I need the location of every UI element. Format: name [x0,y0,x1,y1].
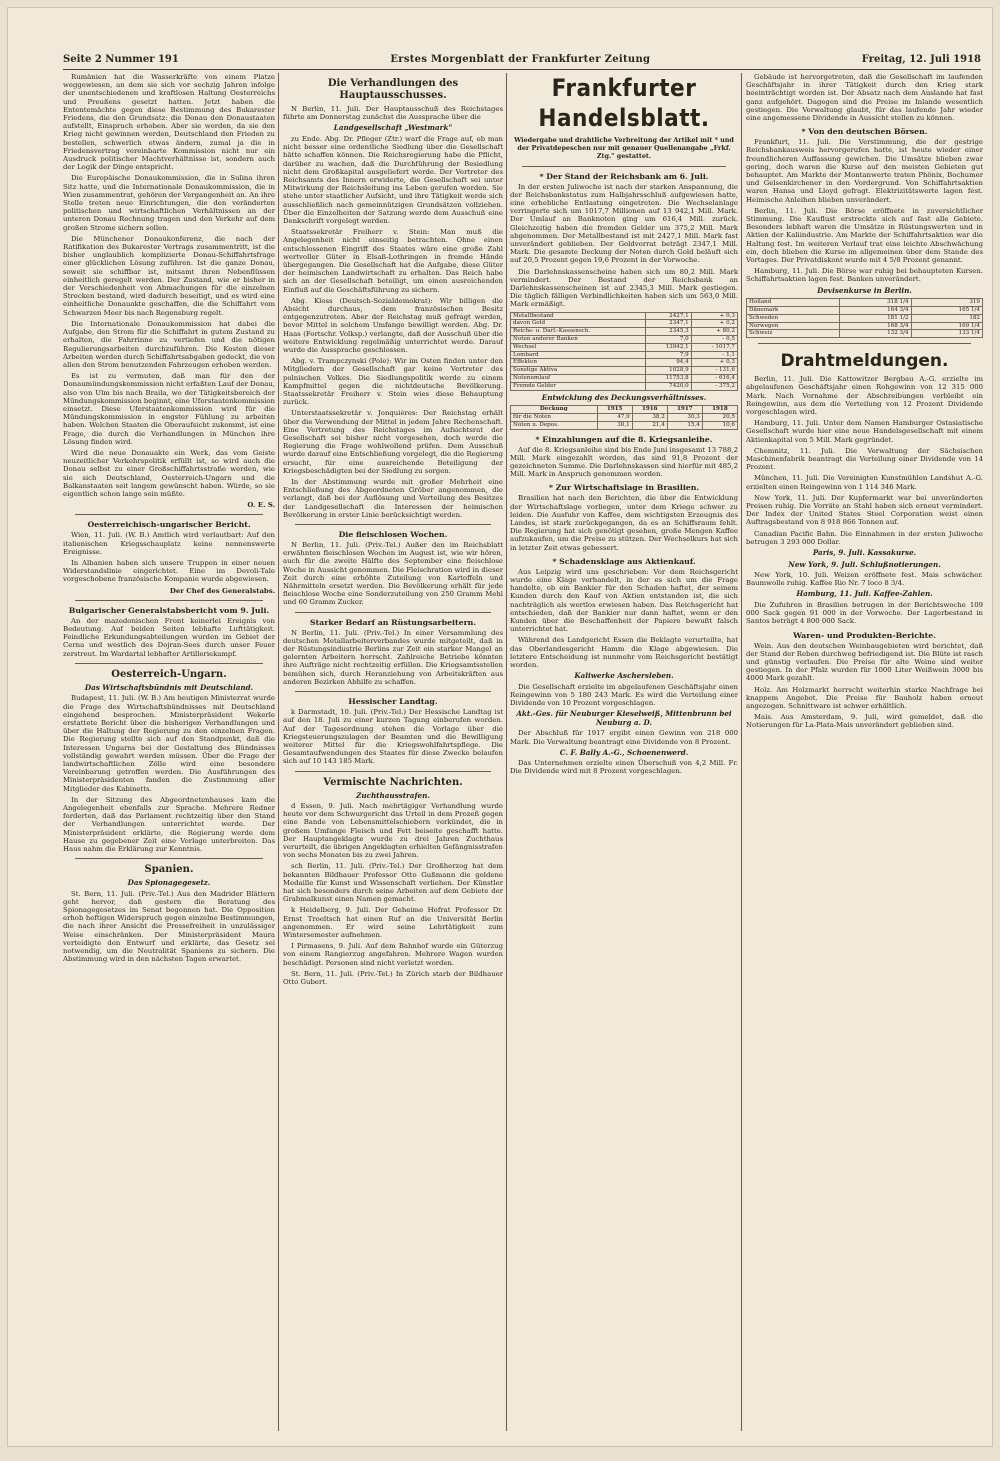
column-divider [741,73,742,1431]
table-cell: 132 3/4 [840,330,911,338]
table-cell: Noten anderer Banken [511,336,646,344]
article-paragraph: New York, 10. Juli. Weizen eröffnete fest. Mais schwächer. Baumwolle ruhig. Kaffee Rio Nr. 7 loco 8 3/4. [746,571,983,588]
article-paragraph: Wird die neue Donauakte ein Werk, das vom Geiste neuzeitlicher Verkehrspolitik erfüllt ist, so wird auch die Donau selbst zu einer Großschiffahrtsstraße werden, wie sie sich Deutschland, Oesterreich-Ungarn und die Balkanstaaten seit langem gewünscht haben. Würde, so sie eigentlich schon lange sein müßte. [63,448,275,498]
newspaper-page [7,7,993,1447]
article-paragraph: Staatssekretär Freiherr v. Stein: Man muß die Angelegenheit nicht einseitig betrachten. Ohne einen entschlossenen Eingriff des Staates wäre eine große Zahl wertvoller Güter in Elsaß-Lothringen in fremde Hände übergegangen. Die Gesellschaft hat die Aufgabe, diese Güter der heimischen Landwirtschaft zu erhalten. Das Reich habe sich an der Gesellschaft beteiligt, um einen ausreichenden Einfluß auf die Geschäftsführung zu sichern. [283,228,503,294]
article-signature: O. E. S. [247,501,275,510]
section-rule [75,514,263,515]
masthead-date: Freitag, 12. Juli 1918 [861,53,981,65]
article-paragraph: New York, 11. Juli. Der Kupfermarkt war bei unveränderten Preisen ruhig. Die Vorräte an Stahl haben sich erneut vermindert. Der Index der United States Steel Corporation weist einen Auftragsbestand von 8 918 866 Tonnen auf. [746,493,983,527]
article-paragraph: St. Bern, 11. Juli. (Priv.-Tel.) In Zürich starb der Bildhauer Otto Gubert. [283,969,503,987]
article-paragraph: Frankfurt, 11. Juli. Die Verstimmung, die der gestrige Reichsbankausweis hervorgerufen hatte, ist heute wieder einer freundlicheren Auffassung gewichen. Die Umsätze blieben zwar gering, doch waren die Kurse auf den meisten Gebieten gut behauptet. Am Markte der Montanwerte traten Phönix, Bochumer und Gelsenkirchener in den Vordergrund. Von Schiffahrtsaktien waren Hansa und Lloyd gefragt. Elektrizitätswerte lagen fest. Heimische Anleihen blieben unverändert. [746,138,983,204]
table-cell: Schweden [747,314,840,322]
article-paragraph: I Pirmasens, 9. Juli. Auf dem Bahnhof wurde ein Güterzug von einem Rangierzug angefahren. Mehrere Wagen wurden beschädigt. Personen sind nicht verletzt worden. [283,942,503,967]
headline-reichsbank: * Der Stand der Reichsbank am 6. Juli. [539,171,709,181]
article-paragraph: Wien, 11. Juli. (W. B.) Amtlich wird verlautbart: Auf den italienischen Kriegsschauplatz keine nennenswerte Ereignisse. [63,531,275,556]
table-cell: 20,5 [702,413,737,421]
subheading-economic-alliance: Das Wirtschaftsbündnis mit Deutschland. [84,682,254,692]
headline-kaliwerke: Kaliwerke Aschersleben. [574,671,674,681]
headline-damages-claim: * Schadensklage aus Aktienkauf. [552,556,696,566]
report-signature: Der Chef des Generalstabs. [169,586,275,595]
foreign-exchange-table [746,298,983,338]
subheading-westmark: Landgesellschaft „Westmark" [333,123,453,133]
table-cell: + 80,2 [691,328,737,336]
article-paragraph: Canadian Pacific Bahn. Die Einnahmen in der ersten Juliwoche betrugen 3 293 000 Dollar. [746,529,983,546]
article-paragraph: Während des Landgericht Essen die Beklagte verurteilte, hat das Oberlandesgericht Hamm die Klage abgewiesen. Die letztere Entscheidung ist nunmehr vom Reichsgericht bestätigt worden. [510,636,738,669]
article-paragraph: sch Berlin, 11. Juli. (Priv.-Tel.) Der Großherzog hat dem bekannten Bildhauer Professor Otto Gußmann die goldene Medaille für Kunst und Wissenschaft verliehen. Der Künstler hat sich besonders durch seine Arbeiten auf dem Gebiete der Grabmalkunst einen Namen gemacht. [283,862,503,904]
section-title-telegrams: Drahtmeldungen. [780,351,949,372]
subheading-prison-sentences: Zuchthausstrafen. [356,790,430,800]
article-paragraph: Abg. Kloss (Deutsch-Sozialdemokrat): Wir billigen die Absicht durchaus, dem französischen Besitz entgegenzutreten. Aber der Reichstag muß gefragt werden, bevor Mittel in solchem Umfange bewilligt werden. Abg. Dr. Haas (Fortschr. Volksp.) verlangte, daß der Ausschuß über die weitere Entwicklung regelmäßig unterrichtet werde. Darauf wurde die Aussprache geschlossen. [283,296,503,354]
table-title-coverage: Entwicklung des Deckungsverhältnisses. [541,392,707,402]
table-cell: - 1017,7 [691,343,737,351]
table-cell: 7,0 [645,336,691,344]
table-cell: 182 [911,314,982,322]
column-4 [746,73,983,1433]
table-cell: 168 3/4 [840,322,911,330]
article-paragraph: Die Zufuhren in Brasilien betrugen in der Berichtswoche 109 000 Sack gegen 91 000 in der Vorwoche. Der Lagerbestand in Santos beträgt 4 800 000 Sack. [746,600,983,626]
table-cell: 319 [911,299,982,307]
article-paragraph: Wein. Aus den deutschen Weinbaugebieten wird berichtet, daß der Stand der Reben durchweg befriedigend ist. Die Blüte ist rasch und günstig verlaufen. Die Preise für alte Weine sind weiter gestiegen. In der Pfalz wurden für 1000 Liter Weißwein 3000 bis 4000 Mark gezahlt. [746,641,983,683]
table-row [747,306,983,314]
section-rule [295,524,491,525]
table-cell: 7,9 [645,351,691,359]
table-cell: 133 1/4 [911,330,982,338]
table-row [511,328,738,336]
table-cell: 10,6 [702,421,737,429]
table-row [511,413,738,421]
table-title-foreign-exchange: Devisenkurse in Berlin. [817,285,912,295]
table-cell: davon Gold [511,320,646,328]
article-paragraph: St. Bern, 11. Juli. (Priv.-Tel.) Aus den Madrider Blättern geht hervor, daß gestern die Beratung des Spionagegesetzes im Senat begonnen hat. Die Opposition erhob heftigen Widerspruch gegen einzelne Bestimmungen, die nach ihrer Ansicht die Pressefreiheit in unzulässiger Weise einschränken. Der Ministerpräsident Maura verteidigte den Entwurf und erklärte, das Gesetz sei notwendig, um die Neutralität Spaniens zu sichern. Die Abstimmung wird in den nächsten Tagen erwartet. [63,889,275,964]
headline-commodity-reports: Waren- und Produkten-Berichte. [793,630,936,640]
table-cell: 164 3/4 [840,306,911,314]
section-rule [295,691,491,692]
table-row [511,367,738,375]
article-paragraph: Die Darlehnskassenscheine haben sich um 80,2 Mill. Mark vermindert. Der Bestand der Reichsbank an Darlehnskassenscheinen ist auf 2345,3 Mill. Mark gestiegen. Die täglich fälligen Verbindlichkeiten haben sich um 563,0 Mill. Mark ermäßigt. [510,267,738,309]
table-cell: - 0,5 [691,336,737,344]
article-paragraph: zu Ende. Abg. Dr. Pfleger (Ztr.) warf die Frage auf, ob man nicht besser eine ordentliche Siedlung über die Gesellschaft hätte schaffen können. Die Reichsregierung habe die Pflicht, darüber zu wachen, daß die Durchführung der Besiedlung nicht dem Großkapital ausgeliefert werde. Der Vertreter des Reichsamts des Innern erwiderte, die Gesellschaft sei unter Mitwirkung der Reichsleitung ins Leben gerufen worden. Sie stehe unter staatlicher Aufsicht, und ihre Tätigkeit werde sich ausschließlich nach gemeinnützigen Grundsätzen vollziehen. Über die Einzelheiten der Satzung werde dem Ausschuß eine Denkschrift vorgelegt werden. [283,134,503,225]
section-rule [295,612,491,613]
article-paragraph: Hamburg, 11. Juli. Die Börse war ruhig bei behaupteten Kursen. Schiffahrtsaktien lagen fest. Banken unverändert. [746,267,983,284]
section-rule [75,663,263,664]
column-1 [63,73,275,1433]
article-paragraph: d Essen, 9. Juli. Nach mehrtägiger Verhandlung wurde heute vor dem Schwurgericht das Urteil in dem Prozeß gegen eine Bande von Lebensmittelschiebern verkündet, die in großem Umfange Fleisch und Fett beiseite geschafft hatte. Der Hauptangeklagte wurde zu drei Jahren Zuchthaus verurteilt, die übrigen Angeklagten erhielten Gefängnisstrafen von sechs Monaten bis zu zwei Jahren. [283,802,503,860]
table-cell: 94,4 [645,359,691,367]
column-3 [510,73,738,1433]
article-paragraph: Die Internationale Donaukommission hat dabei die Aufgabe, den Strom für die Schiffahrt in gutem Zustand zu erhalten, die Fahrrinne zu vertiefen und die nötigen Regulierungsarbeiten durchzuführen. Die Kosten dieser Arbeiten werden durch Schiffahrtsabgaben gedeckt, die von allen den Strom benutzenden Fahrzeugen erhoben werden. [63,319,275,369]
table-cell: 169 1/4 [911,322,982,330]
masthead-page-number: Seite 2 Nummer 191 [63,53,179,65]
article-paragraph: An der mazedonischen Front keinerlei Ereignis von Bedeutung. Auf beiden Seiten lebhafte Lufttätigkeit. Feindliche Erkundungsabteilungen wurden im Gebiet der Cerna und westlich des Dojran-Sees durch unser Feuer zerstreut. Im Wardartal lebhafter Artilleriekampf. [63,616,275,658]
table-cell: 7420,0 [645,382,691,390]
table-title-new-york: New York, 9. Juli. Schlußnotierungen. [788,559,941,569]
table-cell: Effekten [511,359,646,367]
subheading-espionage-law: Das Spionagegesetz. [127,878,211,888]
table-header-cell: 1918 [702,406,737,414]
table-header-cell: Deckung [511,406,598,414]
coverage-ratio-table [510,405,738,429]
article-paragraph: Gebäude ist hervorgetreten, daß die Gesellschaft im laufenden Geschäftsjahr in ihrer Tätigkeit durch den Krieg stark beeinträchtigt worden ist. Der Absatz nach dem Auslande hat fast ganz aufgehört. Dagegen sind die Preise im Inlande wesentlich gestiegen. Die Verwaltung glaubt, für das laufende Jahr wieder eine angemessene Dividende in Aussicht stellen zu können. [746,73,983,123]
table-header-cell: 1916 [632,406,667,414]
table-row [511,359,738,367]
table-cell: 11753,8 [645,375,691,383]
article-paragraph: In der Sitzung des Abgeordnetenhauses kam die Angelegenheit ebenfalls zur Sprache. Mehrere Redner forderten, daß das Parlament rechtzeitig über den Stand der Verhandlungen unterrichtet werde. Der Ministerpräsident erklärte, die Regierung werde dem Hause zu gegebener Zeit eine Vorlage unterbreiten. Das Haus nahm die Erklärung zur Kenntnis. [63,795,275,853]
article-paragraph: Holz. Am Holzmarkt herrscht weiterhin starke Nachfrage bei knappem Angebot. Die Preise für Bauholz haben erneut angezogen. Schnittware ist schwer erhältlich. [746,685,983,710]
table-row [511,375,738,383]
article-paragraph: Die Europäische Donaukommission, die in Sulina ihren Sitz hatte, und die Internationale Donaukommission, die in Wien zusammentrat, gehören der Vergangenheit an. An ihre Stelle treten neue Einrichtungen, die den veränderten politischen und wirtschaftlichen Verhältnissen an der unteren Donau Rechnung tragen und den Verkehr auf dem großen Strome sichern sollen. [63,174,275,232]
table-cell: Norwegen [747,322,840,330]
table-cell: 13942,1 [645,343,691,351]
section-rule [522,166,726,167]
table-cell: 30,1 [597,421,632,429]
article-paragraph: Budapest, 11. Juli. (W. B.) Am heutigen Ministerrat wurde die Frage des Wirtschaftsbündnisses mit Deutschland eingehend besprochen. Ministerpräsident Wekerle erstattete Bericht über die bisherigen Verhandlungen und über die Haltung der Regierung zu den einzelnen Fragen. Die Regierung stellte sich auf den Standpunkt, daß die Interessen Ungarns bei der Gestaltung des Bündnisses vollständig gewahrt werden müssen. Über die Frage der landwirtschaftlichen Zölle wird eine besondere Vereinbarung getroffen werden. Die Ausführungen des Ministerpräsidenten fanden die Zustimmung aller Mitglieder des Kabinetts. [63,694,275,793]
table-cell: 47,9 [597,413,632,421]
table-row [747,322,983,330]
table-cell: Sonstige Aktiva [511,367,646,375]
table-cell: 181 1/2 [840,314,911,322]
headline-german-exchanges: * Von den deutschen Börsen. [801,127,928,137]
table-row [747,314,983,322]
table-cell: + 0,2 [691,320,737,328]
article-paragraph: Aus Leipzig wird uns geschrieben: Vor dem Reichsgericht wurde eine Klage verhandelt, in der es sich um die Frage handelte, ob ein Bankier für den Schaden haftet, der seinem Kunden durch den Kauf von Aktien entstanden ist, die sich nachträglich als wertlos erwiesen haben. Das Reichsgericht hat entschieden, daß der Bankier nur dann haftet, wenn er den Kunden über die Beschaffenheit der Papiere bewußt falsch unterrichtet hat. [510,567,738,634]
table-cell: 38,2 [632,413,667,421]
table-cell: 1028,9 [645,367,691,375]
section-heading-austria-hungary: Oesterreich-Ungarn. [111,668,227,680]
section-rule [758,343,971,344]
article-paragraph: N Berlin, 11. Juli. Der Hauptausschuß des Reichstages führte am Donnerstag zunächst die Aussprache über die [283,105,503,122]
headline-bally: C. F. Bally A.-G., Schoenenwerd. [559,747,689,757]
headline-armament-workers: Starker Bedarf an Rüstungsarbeitern. [309,617,477,627]
reichsbank-status-table [510,312,738,391]
table-cell: Metallbestand [511,312,646,320]
article-paragraph: Berlin, 11. Juli. Die Kattowitzer Bergbau A.-G. erzielte im abgelaufenen Geschäftsjahr einen Rohgewinn von 12 315 000 Mark. Nach Vornahme der Abschreibungen verbleibt ein Reingewinn, aus dem die Verteilung von 12 Prozent Dividende vorgeschlagen wird. [746,375,983,416]
headline-neuburger: Akt.-Ges. für Neuburger Kieselweiß, Mittenbrunn bei Neuburg a. D. [516,709,732,727]
article-paragraph: N Berlin, 11. Juli. (Priv.-Tel.) In einer Versammlung des deutschen Metallarbeiterverbandes wurde mitgeteilt, daß in der Rüstungsindustrie Berlins zur Zeit ein starker Mangel an gelernten Arbeitern herrscht. Zahlreiche Betriebe könnten ihre Aufträge nicht rechtzeitig erfüllen. Die Kriegsamtsstellen bemühen sich, durch Heranziehung von Arbeitskräften aus anderen Bezirken Abhilfe zu schaffen. [283,628,503,686]
table-row [511,312,738,320]
article-paragraph: Hamburg, 11. Juli. Unter dem Namen Hamburger Ostasiatische Gesellschaft wurde hier eine neue Handelsgesellschaft mit einem Aktienkapital von 5 Mill. Mark gegründet. [746,419,983,444]
article-paragraph: Mais. Aus Amsterdam, 9. Juli, wird gemeldet, daß die Notierungen für La-Plata-Mais unverändert geblieben sind. [746,713,983,730]
table-cell: + 0,3 [691,359,737,367]
table-cell: 2427,1 [645,312,691,320]
article-paragraph: Unterstaatssekretär v. Jonquières: Der Reichstag erhält über die Verwendung der Mittel in jedem Jahre Rechenschaft. Eine Vertretung des Reichstages im Aufsichtsrat der Gesellschaft sei bisher nicht vorgesehen, doch werde die Regierung die Frage wohlwollend prüfen. Dem Ausschuß wurde darauf eine Entschließung vorgelegt, die die Regierung ersucht, für eine ausreichende Beteiligung der Kriegsbeschädigten bei der Siedlung zu sorgen. [283,409,503,475]
headline-war-loan: * Einzahlungen auf die 8. Kriegsanleihe. [535,434,713,444]
article-paragraph: Berlin, 11. Juli. Die Börse eröffnete in zuversichtlicher Stimmung. Die Kauflust erstreckte sich auf fast alle Gebiete. Besonders lebhaft waren die Umsätze in Rüstungswerten und in Aktien der Kaliindustrie. Am Markte der Schiffahrtsaktien war die Haltung fest. Im weiteren Verlauf trat eine leichte Abschwächung ein, doch blieben die Kurse im allgemeinen über dem Stande des Vortages. Der Privatdiskont wurde mit 4 5/8 Prozent genannt. [746,206,983,265]
section-heading-miscellaneous: Vermischte Nachrichten. [323,776,463,788]
article-paragraph: Brasilien hat nach den Berichten, die über die Entwicklung der Wirtschaftslage vorliegen, unter dem Kriege schwer zu leiden. Die Ausfuhr von Kaffee, dem wichtigsten Erzeugnis des Landes, ist stark zurückgegangen, da es an Schiffsraum fehlt. Die Regierung hat sich genötigt gesehen, große Mengen Kaffee aufzukaufen, um die Preise zu stützen. Der Wechselkurs hat sich in letzter Zeit etwas gebessert. [510,494,738,552]
masthead [63,51,981,70]
section-rule [295,771,491,772]
article-paragraph: Rumänien hat die Wasserkräfte von einem Platze weggewiesen, an dem sie sich vor sechzig Jahren infolge der unentschiedenen und kraftlosen Haltung Oesterreichs und Preußens gesetzt hatten. Jetzt haben die Ententemächte gegen diese Bestimmung des Bukarester Friedens, die den Grundsatz: die Donau den Donaustaaten aufstellt, Einspruch erhoben. Aber sie werden, da sie den Krieg nicht gewinnen werden, Deutschland den Frieden zu bestellen, schwerlich etwas ändern, zumal ja die in Friedensvertrag vereinbarte Kommission nicht nur ein Ausdruck politischer Machtverhältnisse ist, sondern auch der Logik der Dinge entspricht. [63,73,275,172]
article-paragraph: N Berlin, 11. Juli. (Priv.-Tel.) Außer den im Reichsblatt erwähnten fleischlosen Wochen im August ist, wie wir hören, auch für die zweite Hälfte des September eine fleischlose Woche in Aussicht genommen. Die Fleischration wird in dieser Zeit durch eine erhöhte Zuteilung von Kartoffeln und Nährmitteln ersetzt werden. Die Bevölkerung erhält für jede fleischlose Woche eine Sonderzuteilung von 250 Gramm Mehl und 60 Gramm Zucker. [283,541,503,607]
article-paragraph: München, 11. Juli. Die Vereinigten Kunstmühlen Landshut A.-G. erzielten einen Reingewinn von 1 114 346 Mark. [746,474,983,491]
table-cell: 21,4 [632,421,667,429]
article-paragraph: Es ist zu vermuten, daß man für den der Donaumündungskommission nicht erfaßten Lauf der Donau, also von Ulm bis nach Braila, wo der Tätigkeitsbereich der Mündungskommission beginnt, eine Uferstaatenkommission einsetzt. Diese Uferstaatenkommission wird für die Mündungskommission in engster Fühlung zu arbeiten haben. Welchen Staaten die Oberaufsicht zukommt, ist eine Frage, die durch die Verhandlungen in München ihre Lösung finden wird. [63,372,275,446]
article-paragraph: k Heidelberg, 9. Juli. Der Geheime Hofrat Professor Dr. Ernst Troeltsch hat einen Ruf an die Universität Berlin angenommen. Er wird seine Lehrtätigkeit zum Wintersemester aufnehmen. [283,906,503,940]
table-cell: für die Noten [511,413,598,421]
table-cell: - 131,6 [691,367,737,375]
table-cell: Wechsel [511,343,646,351]
table-cell: Lombard [511,351,646,359]
article-paragraph: Der Abschluß für 1917 ergibt einen Gewinn von 218 000 Mark. Die Verwaltung beantragt eine Dividende von 8 Prozent. [510,729,738,746]
column-2 [283,73,503,1433]
article-paragraph: In der Abstimmung wurde mit großer Mehrheit eine Entschließung des Abgeordneten Gröber angenommen, die verlangt, daß bei der Auflösung und Verteilung des Besitzes der Landgesellschaft die Interessen der heimischen Bevölkerung in erster Linie berücksichtigt werden. [283,478,503,519]
headline-main-committee: Die Verhandlungen des Hauptausschusses. [327,78,459,101]
article-paragraph: Das Unternehmen erzielte einen Überschuß von 4,2 Mill. Fr. Die Dividende wird mit 8 Prozent vorgeschlagen. [510,759,738,776]
section-title-handelsblatt: Frankfurter Handelsblatt. [538,74,710,132]
article-paragraph: Die Münchener Donaukonferenz, die nach der Ratifikation des Bukarester Vertrags zusammentritt, ist die bisher unglaublich komplizierte Donau-Schiffahrtsfrage einer glücklichen Lösung zuführen. Ist die ganze Donau, soweit sie schiffbar ist, mitsamt ihren Nebenflüssen einheitlich geregelt werden. Der Zustand, wie er bisher in der Verschiedenheit von Abmachungen für die einzelnen Strecken bestand, wird dadurch beseitigt, und es wird eine einheitliche Donauakte geschaffen, die die Schiffahrt vom Schwarzen Meer bis nach Regensburg regelt. [63,234,275,317]
table-header-cell: 1917 [667,406,702,414]
headline-hamburg-coffee: Hamburg, 11. Juli. Kaffee-Zahlen. [796,589,933,599]
headline-austro-report: Oesterreichisch-ungarischer Bericht. [87,520,251,530]
section-heading-spain: Spanien. [144,864,194,876]
masthead-title: Erstes Morgenblatt der Frankfurter Zeitung [390,53,651,65]
article-paragraph: Auf die 8. Kriegsanleihe sind bis Ende Juni insgesamt 13 788,2 Mill. Mark eingezahlt worden, das sind 91,8 Prozent der gezeichneten Summe. Die Darlehnskassen sind hierfür mit 485,2 Mill. Mark in Anspruch genommen worden. [510,445,738,479]
article-paragraph: k Darmstadt, 10. Juli. (Priv.-Tel.) Der Hessische Landtag ist auf den 18. Juli zu einer kurzen Tagung einberufen worden. Auf der Tagesordnung stehen die Vorlage über die Kriegsteuerungszulagen der Beamten und die Bewilligung weiterer Mittel für die Kriegswohlfahrtspflege. Die Gesamtaufwendungen des Staates für diese Zwecke belaufen sich auf 10 143 185 Mark. [283,708,503,766]
copyright-notice: Wiedergabe und drahtliche Verbreitung der Artikel mit * und der Privatdepeschen nur mit genauer Quellenangabe „Frkf. Ztg." gestattet. [514,136,734,161]
table-row [511,351,738,359]
table-cell: Reichs- u. Darl.-Kassensch. [511,328,646,336]
headline-brazil: * Zur Wirtschaftslage in Brasilien. [548,483,700,493]
table-cell: Noten u. Depos. [511,421,598,429]
column-divider [278,73,279,1431]
headline-bulgarian-report: Bulgarischer Generalstabsbericht vom 9. Juli. [68,605,270,615]
table-cell: - 616,4 [691,375,737,383]
article-paragraph: Chemnitz, 11. Juli. Die Verwaltung der Sächsischen Maschinenfabrik beantragt die Verteilung einer Dividende von 14 Prozent. [746,446,983,472]
table-cell: 2345,3 [645,328,691,336]
table-header-cell: 1915 [597,406,632,414]
table-cell: 15,4 [667,421,702,429]
section-rule [75,858,263,859]
section-rule [75,600,263,601]
table-row [511,343,738,351]
article-paragraph: In Albanien haben sich unsere Truppen in einer neuen Widerstandslinie eingerichtet. Eine im Devoli-Tale vorgeschobene französische Kompanie wurde abgewiesen. [63,558,275,584]
table-cell: 318 1/4 [840,299,911,307]
table-cell: 2347,1 [645,320,691,328]
table-row [511,320,738,328]
article-paragraph: Die Gesellschaft erzielte im abgelaufenen Geschäftsjahr einen Reingewinn von 5 180 243 Mark. Es wird die Verteilung einer Dividende von 10 Prozent vorgeschlagen. [510,682,738,708]
table-cell: Notenumlauf [511,375,646,383]
table-cell: 165 1/4 [911,306,982,314]
table-row [511,421,738,429]
table-title-paris: Paris, 9. Juli. Kassakurse. [812,548,917,558]
article-paragraph: Abg. v. Trampczynski (Pole): Wir im Osten finden unter den Mitgliedern der Gesellschaft gar keine Vertreter des polnischen Volkes. Die Siedlungspolitik werde zu einem Kampfmittel gegen die nichtdeutsche Bevölkerung. Staatssekretär Freiherr v. Stein wies diese Behauptung zurück. [283,357,503,407]
table-row [511,336,738,344]
table-cell: - 1,1 [691,351,737,359]
table-row [747,299,983,307]
table-cell: Schweiz [747,330,840,338]
column-divider [506,73,507,1431]
article-paragraph: In der ersten Juliwoche ist nach der starken Anspannung, die der Reichsbankstatus zum Halbjahrsschluß aufgewiesen hatte, eine erhebliche Entlastung eingetreten. Die Wechselanlage verringerte sich um 1017,7 Millionen auf 13 942,1 Mill. Mark. Der Umlauf an Banknoten ging um 616,4 Mill. zurück. Gleichzeitig haben die fremden Gelder um 375,2 Mill. Mark abgenommen. Der Metallbestand ist mit 2427,1 Mill. Mark fast unverändert geblieben. Der Goldvorrat beträgt 2347,1 Mill. Mark. Die gesamte Deckung der Noten durch Gold beläuft sich auf 20,5 Prozent gegen 19,6 Prozent in der Vorwoche. [510,182,738,265]
table-cell: Fremde Gelder [511,382,646,390]
table-row [747,330,983,338]
table-cell: 30,3 [667,413,702,421]
table-cell: + 0,3 [691,312,737,320]
headline-hessian-diet: Hessischer Landtag. [348,697,438,707]
table-cell: Holland [747,299,840,307]
table-row [511,382,738,390]
table-cell: - 375,2 [691,382,737,390]
table-cell: Dänemark [747,306,840,314]
headline-meatless-weeks: Die fleischlosen Wochen. [338,530,448,540]
